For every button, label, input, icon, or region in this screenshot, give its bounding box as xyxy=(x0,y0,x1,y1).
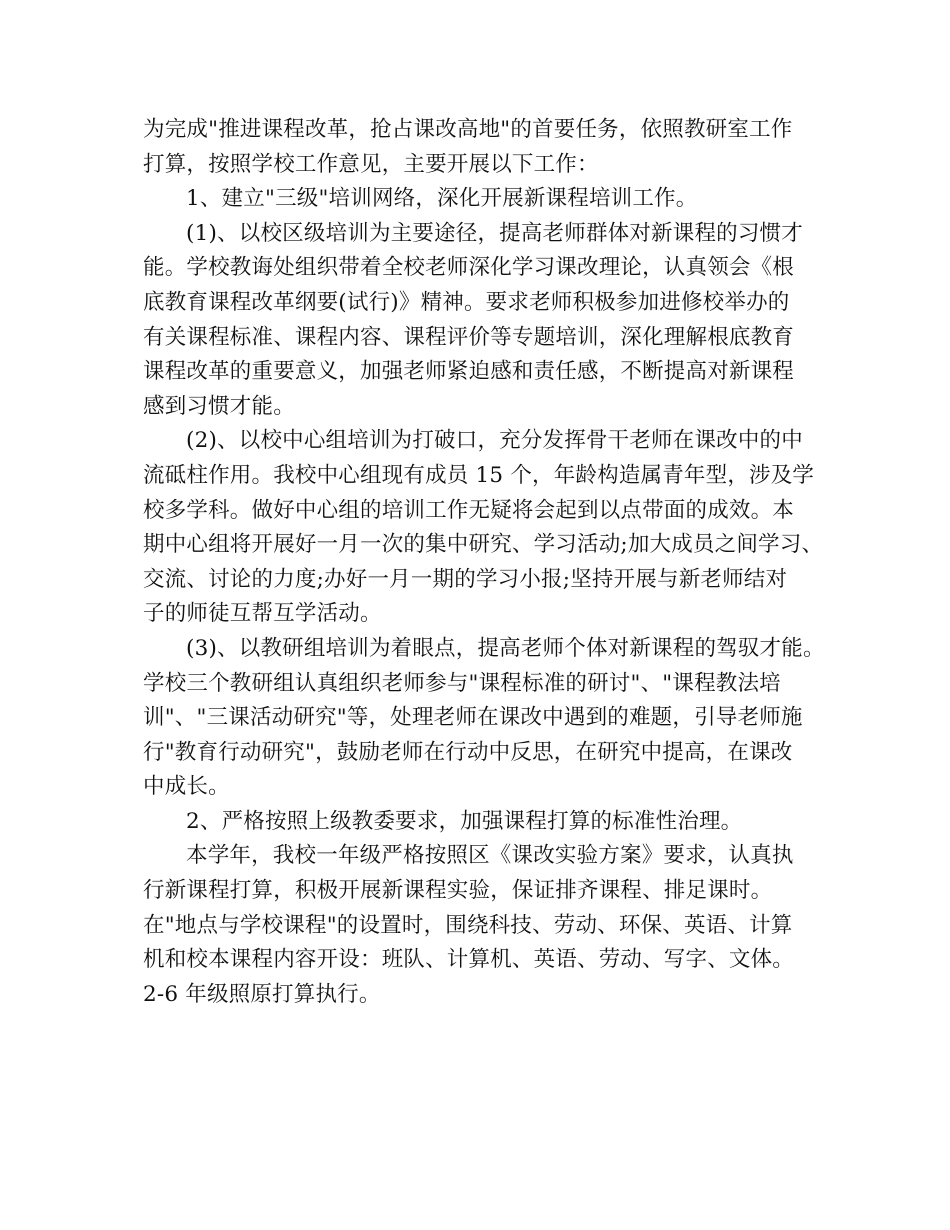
text-line: 校多学科。做好中心组的培训工作无疑将会起到以点带面的成效。本 xyxy=(143,497,795,523)
section-heading: 1、建立"三级"培训网络，深化开展新课程培训工作。 xyxy=(186,186,698,212)
text-line: 期中心组将开展好一月一次的集中研究、学习活动;加大成员之间学习、 xyxy=(143,532,824,558)
text-line: 行新课程打算，积极开展新课程实验，保证排齐课程、排足课时。 xyxy=(143,878,773,904)
text-line: (1)、以校区级培训为主要途径，提高老师群体对新课程的习惯才 xyxy=(186,220,803,246)
text-line: 中成长。 xyxy=(143,774,230,800)
text-line: 行"教育行动研究"，鼓励老师在行动中反思，在研究中提高，在课改 xyxy=(143,739,793,765)
text-line: 2-6 年级照原打算执行。 xyxy=(143,981,381,1007)
text-line: 感到习惯才能。 xyxy=(143,393,295,419)
text-line: 子的师徒互帮互学活动。 xyxy=(143,601,382,627)
text-line: 训"、"三课活动研究"等，处理老师在课改中遇到的难题，引导老师施 xyxy=(143,705,803,731)
text-line: 课程改革的重要意义，加强老师紧迫感和责任感，不断提高对新课程 xyxy=(143,359,795,385)
text-line: (2)、以校中心组培训为打破口，充分发挥骨干老师在课改中的中 xyxy=(186,428,803,454)
text-line: 流砥柱作用。我校中心组现有成员 15 个，年龄构造属青年型，涉及学 xyxy=(143,462,815,488)
text-line: (3)、以教研组培训为着眼点，提高老师个体对新课程的驾驭才能。 xyxy=(186,635,825,661)
section-heading: 2、严格按照上级教委要求，加强课程打算的标准性治理。 xyxy=(186,808,743,834)
text-line: 底教育课程改革纲要(试行)》精神。要求老师积极参加进修校举办的 xyxy=(143,289,790,315)
text-line: 有关课程标准、课程内容、课程评价等专题培训，深化理解根底教育 xyxy=(143,324,795,350)
text-line: 本学年，我校一年级严格按照区《课改实验方案》要求，认真执 xyxy=(186,843,794,869)
text-line: 打算，按照学校工作意见，主要开展以下工作： xyxy=(143,151,599,177)
text-line: 交流、讨论的力度;办好一月一期的学习小报;坚持开展与新老师结对 xyxy=(143,566,788,592)
document-body xyxy=(143,113,823,1012)
text-line: 能。学校教诲处组织带着全校老师深化学习课改理论，认真领会《根 xyxy=(143,255,795,281)
text-line: 为完成"推进课程改革，抢占课改高地"的首要任务，依照教研室工作 xyxy=(143,117,793,142)
text-line: 在"地点与学校课程"的设置时，围绕科技、劳动、环保、英语、计算 xyxy=(143,912,793,938)
text-line: 学校三个教研组认真组织老师参与"课程标准的研讨"、"课程教法培 xyxy=(143,670,781,696)
text-line: 机和校本课程内容开设：班队、计算机、英语、劳动、写字、文体。 xyxy=(143,947,795,973)
